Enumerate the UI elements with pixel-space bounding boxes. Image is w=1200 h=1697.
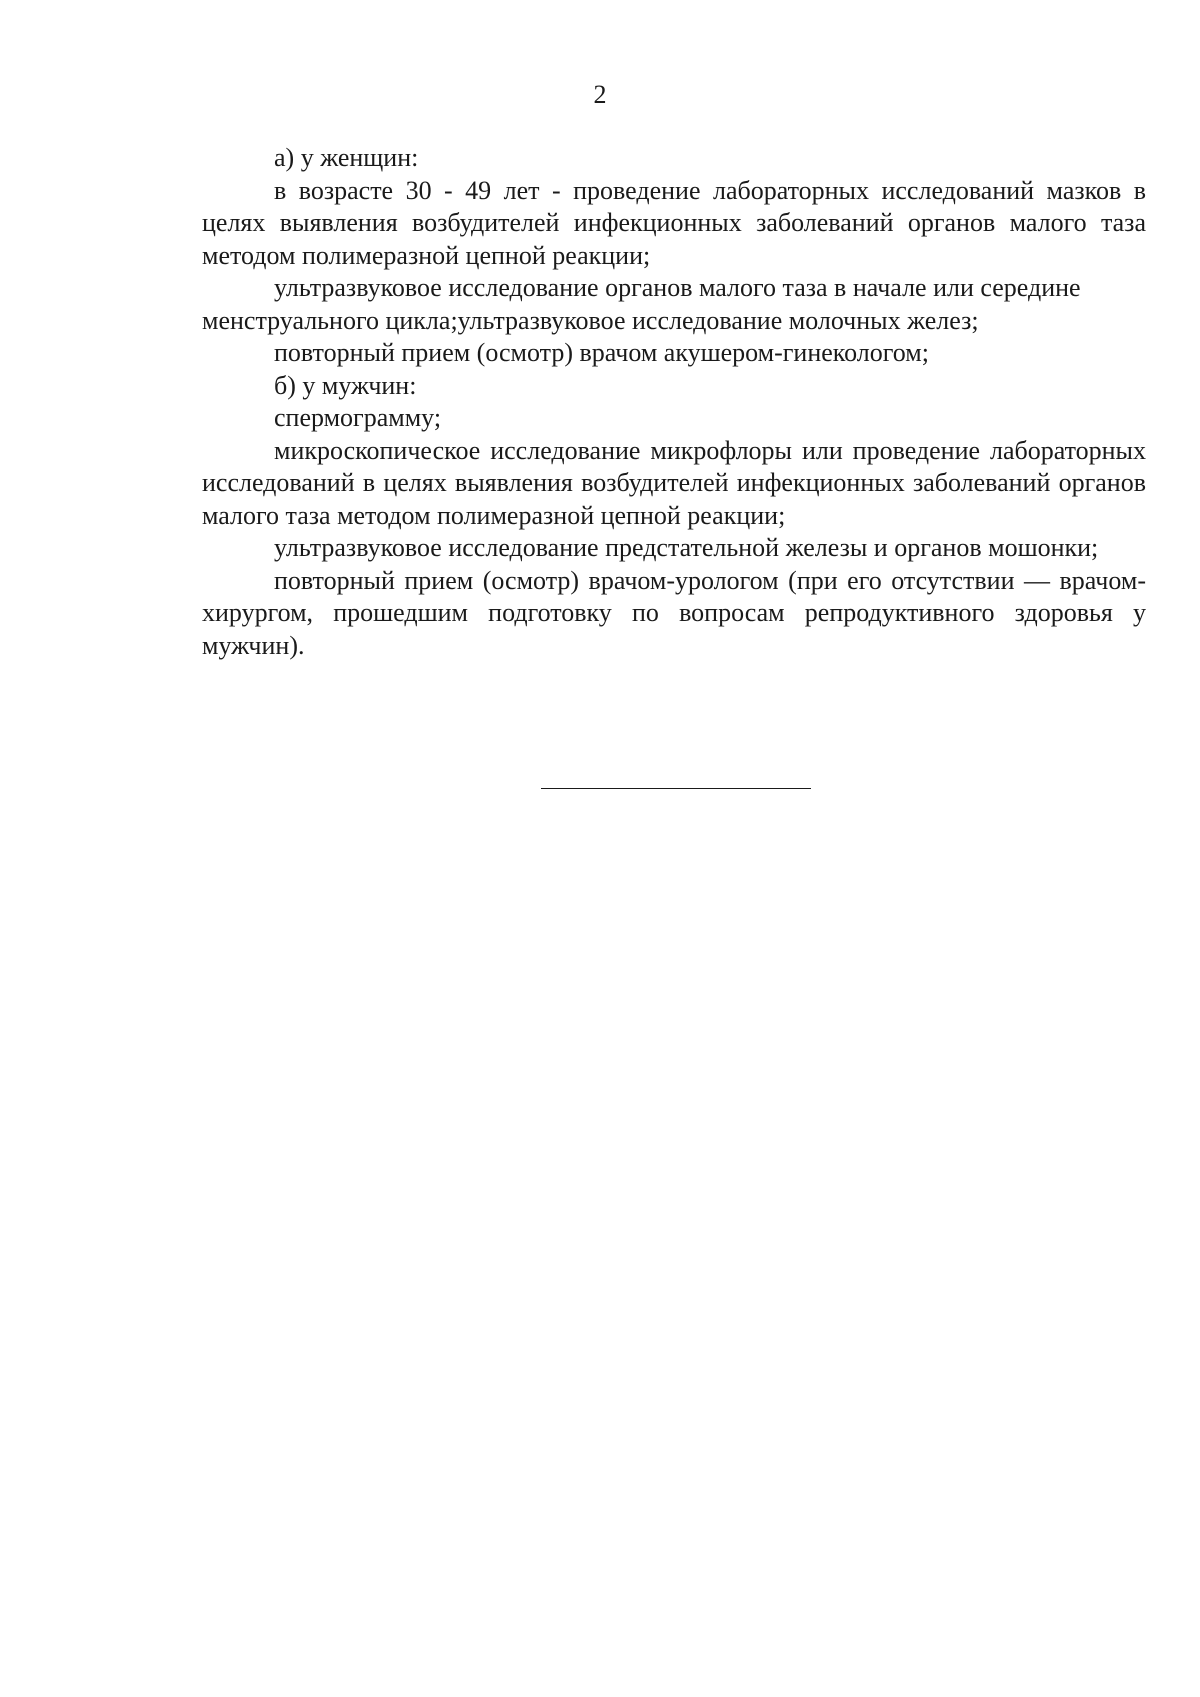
paragraph-women-pcr: в возрасте 30 - 49 лет - проведение лабораторных исследований мазков в целях выявления возбудителей инфекционных заболеваний органов малого таза методом полимеразной цепной реакции; — [202, 175, 1146, 270]
paragraph-women-ultrasound-breast: менструального цикла;ультразвуковое исследование молочных желез; — [202, 305, 979, 335]
paragraph-men-heading: б) у мужчин: — [274, 370, 417, 400]
paragraph-women-ultrasound-pelvis: ультразвуковое исследование органов малого таза в начале или середине — [274, 273, 1081, 302]
end-of-document-divider — [541, 788, 811, 789]
paragraph-women-heading: а) у женщин: — [274, 143, 419, 172]
paragraph-men-repeat-visit: повторный прием (осмотр) врачом-урологом (при его отсутствии — врачом-хирургом, прошедшим подготовку по вопросам репродуктивного здоровья у мужчин). — [202, 565, 1146, 660]
paragraph-men-microscopy: микроскопическое исследование микрофлоры или проведение лабораторных исследований в целях выявления возбудителей инфекционных заболеваний органов малого таза методом полимеразной цепной реакции; — [202, 435, 1146, 530]
document-body — [202, 142, 1146, 662]
page-number: 2 — [593, 80, 607, 109]
paragraph-men-ultrasound: ультразвуковое исследование предстательной железы и органов мошонки; — [274, 533, 1099, 562]
paragraph-women-repeat-visit: повторный прием (осмотр) врачом акушером-гинекологом; — [274, 338, 929, 367]
paragraph-men-spermogram: спермограмму; — [274, 403, 442, 432]
